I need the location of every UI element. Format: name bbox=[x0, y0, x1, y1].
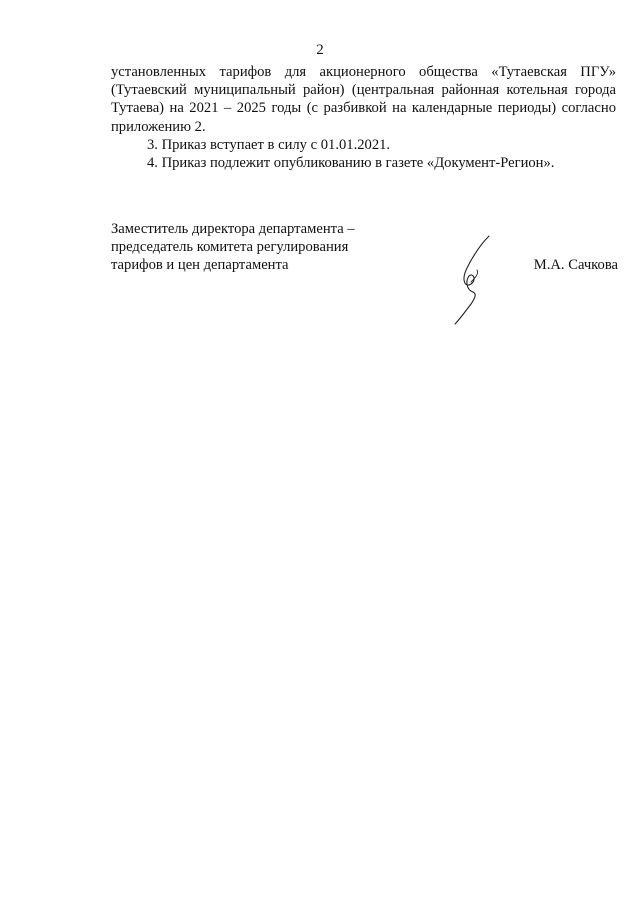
paragraph-item-4: 4. Приказ подлежит опубликованию в газете «Документ-Регион». bbox=[147, 155, 555, 172]
signatory-title-line-3: тарифов и цен департамента bbox=[111, 257, 289, 273]
signature-block bbox=[111, 220, 616, 340]
page-number: 2 bbox=[316, 42, 324, 58]
paragraph-item-3: 3. Приказ вступает в силу с 01.01.2021. bbox=[147, 136, 391, 153]
signatory-name: М.А. Сачкова bbox=[533, 257, 618, 273]
handwritten-signature bbox=[451, 232, 503, 326]
signatory-title-line-2: председатель комитета регулирования bbox=[111, 239, 349, 255]
document-body bbox=[111, 63, 616, 172]
paragraph-continuation: установленных тарифов для акционерного общества «Тутаевская ПГУ» (Тутаевский муниципальный район) (центральная районная котельная города Тутаева) на 2021 – 2025 годы (с разбивкой на календарные периоды) согласно приложению 2. bbox=[111, 64, 616, 135]
signatory-title-line-1: Заместитель директора департамента – bbox=[111, 221, 355, 237]
